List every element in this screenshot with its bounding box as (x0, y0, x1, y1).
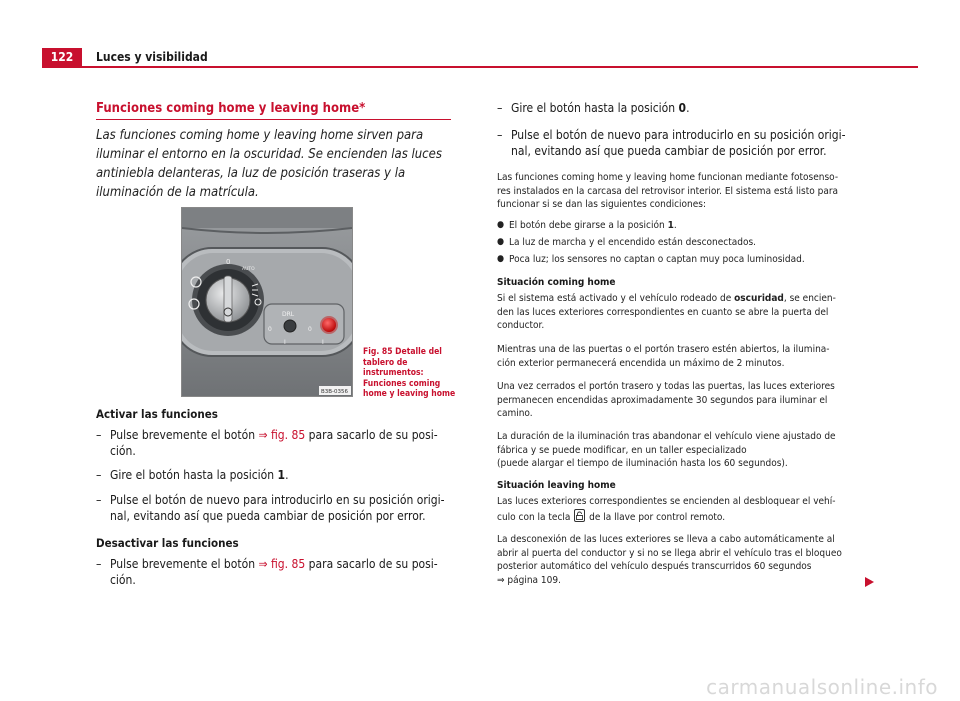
bullet-item: ● Poca luz; los sensores no captan o captan muy poca luminosidad. (497, 254, 805, 265)
paragraph: La desconexión de las luces exteriores se lleva a cabo automáticamente al abrir al puerta del conductor y si no se llega abrir el vehículo tras el bloqueo posterior automático del vehículo después transcurridos 60 segundos ⇒ página 109. (497, 533, 867, 587)
page-number: 122 (42, 48, 82, 66)
section-intro: Las funciones coming home y leaving home sirven para iluminar el entorno en la oscuridad. Se encienden las luces antiniebla delanteras, la luz de posición traseras y la iluminación de la matrícula. (96, 128, 442, 200)
continue-arrow-icon (865, 577, 874, 587)
drl-button-highlight (322, 318, 336, 332)
figure-ref-link[interactable]: ⇒ fig. 85 (258, 428, 306, 442)
section-rule (96, 119, 451, 120)
list-item: – Pulse el botón de nuevo para introducirlo en su posición origi- nal, evitando así que pueda cambiar de posición por error. (497, 128, 846, 158)
list-item: – Pulse brevemente el botón ⇒ fig. 85 para sacarlo de su posi- ción. (96, 428, 438, 458)
pos0-left: 0 (268, 326, 272, 333)
paragraph: Las luces exteriores correspondientes se encienden al desbloquear el vehí- culo con la tecla de la llave por control remoto. (497, 496, 836, 523)
figure-ref-link[interactable]: ⇒ fig. 85 (258, 557, 306, 571)
paragraph: Una vez cerrados el portón trasero y todas las puertas, las luces exteriores permanecen encendidas aproximadamente 30 segundos para iluminar el camino. (497, 381, 835, 419)
list-item: – Gire el botón hasta la posición 1. (96, 468, 289, 482)
figure-85 (181, 207, 353, 397)
list-item: – Gire el botón hasta la posición 0. (497, 101, 690, 115)
header-rule (42, 66, 918, 68)
figure-caption: Fig. 85 Detalle del tablero de instrumentos: Funciones coming home y leaving home (363, 347, 456, 399)
knob-zero-label: 0 (226, 258, 231, 266)
light-switch-illustration (182, 208, 352, 396)
activar-heading: Activar las funciones (96, 407, 218, 421)
coming-home-heading: Situación coming home (497, 277, 616, 288)
desactivar-heading: Desactivar las funciones (96, 536, 239, 550)
pos0-right: 0 (308, 326, 312, 333)
paragraph: Las funciones coming home y leaving home funcionan mediante fotosenso- res instalados en la carcasa del retrovisor interior. El sistema está listo para funcionar si se dan las siguientes condiciones: (497, 172, 839, 210)
list-item: – Pulse brevemente el botón ⇒ fig. 85 para sacarlo de su posi- ción. (96, 557, 438, 587)
running-title: Luces y visibilidad (96, 50, 208, 64)
drl-label: DRL (282, 311, 295, 318)
pos1-right: I (322, 339, 324, 346)
auto-label: AUTO (242, 267, 255, 272)
drl-button-off (284, 320, 296, 332)
page-ref-link[interactable]: ⇒ página 109. (497, 574, 561, 586)
bullet-item: ● La luz de marcha y el encendido están desconectados. (497, 237, 757, 248)
section-title: Funciones coming home y leaving home* (96, 101, 366, 116)
list-item: – Pulse el botón de nuevo para introducirlo en su posición origi- nal, evitando así que pueda cambiar de posición por error. (96, 493, 445, 523)
paragraph: Si el sistema está activado y el vehículo rodeado de oscuridad, se encien- den las luces exteriores correspondientes en cuanto se abre la puerta del conductor. (497, 293, 836, 331)
leaving-home-heading: Situación leaving home (497, 480, 616, 491)
watermark: carmanualsonline.info (706, 675, 938, 699)
pos1-left: I (284, 339, 286, 346)
figure-code: B3B-0356 (321, 389, 349, 395)
unlock-key-icon (574, 509, 585, 522)
paragraph: Mientras una de las puertas o el portón trasero estén abiertos, la ilumina- ción exterior permanecerá encendida un máximo de 2 minutos. (497, 344, 830, 369)
bullet-item: ● El botón debe girarse a la posición 1. (497, 220, 677, 231)
paragraph: La duración de la iluminación tras abandonar el vehículo viene ajustado de fábrica y se puede modificar, en un taller especializado (puede alargar el tiempo de iluminación hasta los 60 segundos). (497, 431, 836, 469)
